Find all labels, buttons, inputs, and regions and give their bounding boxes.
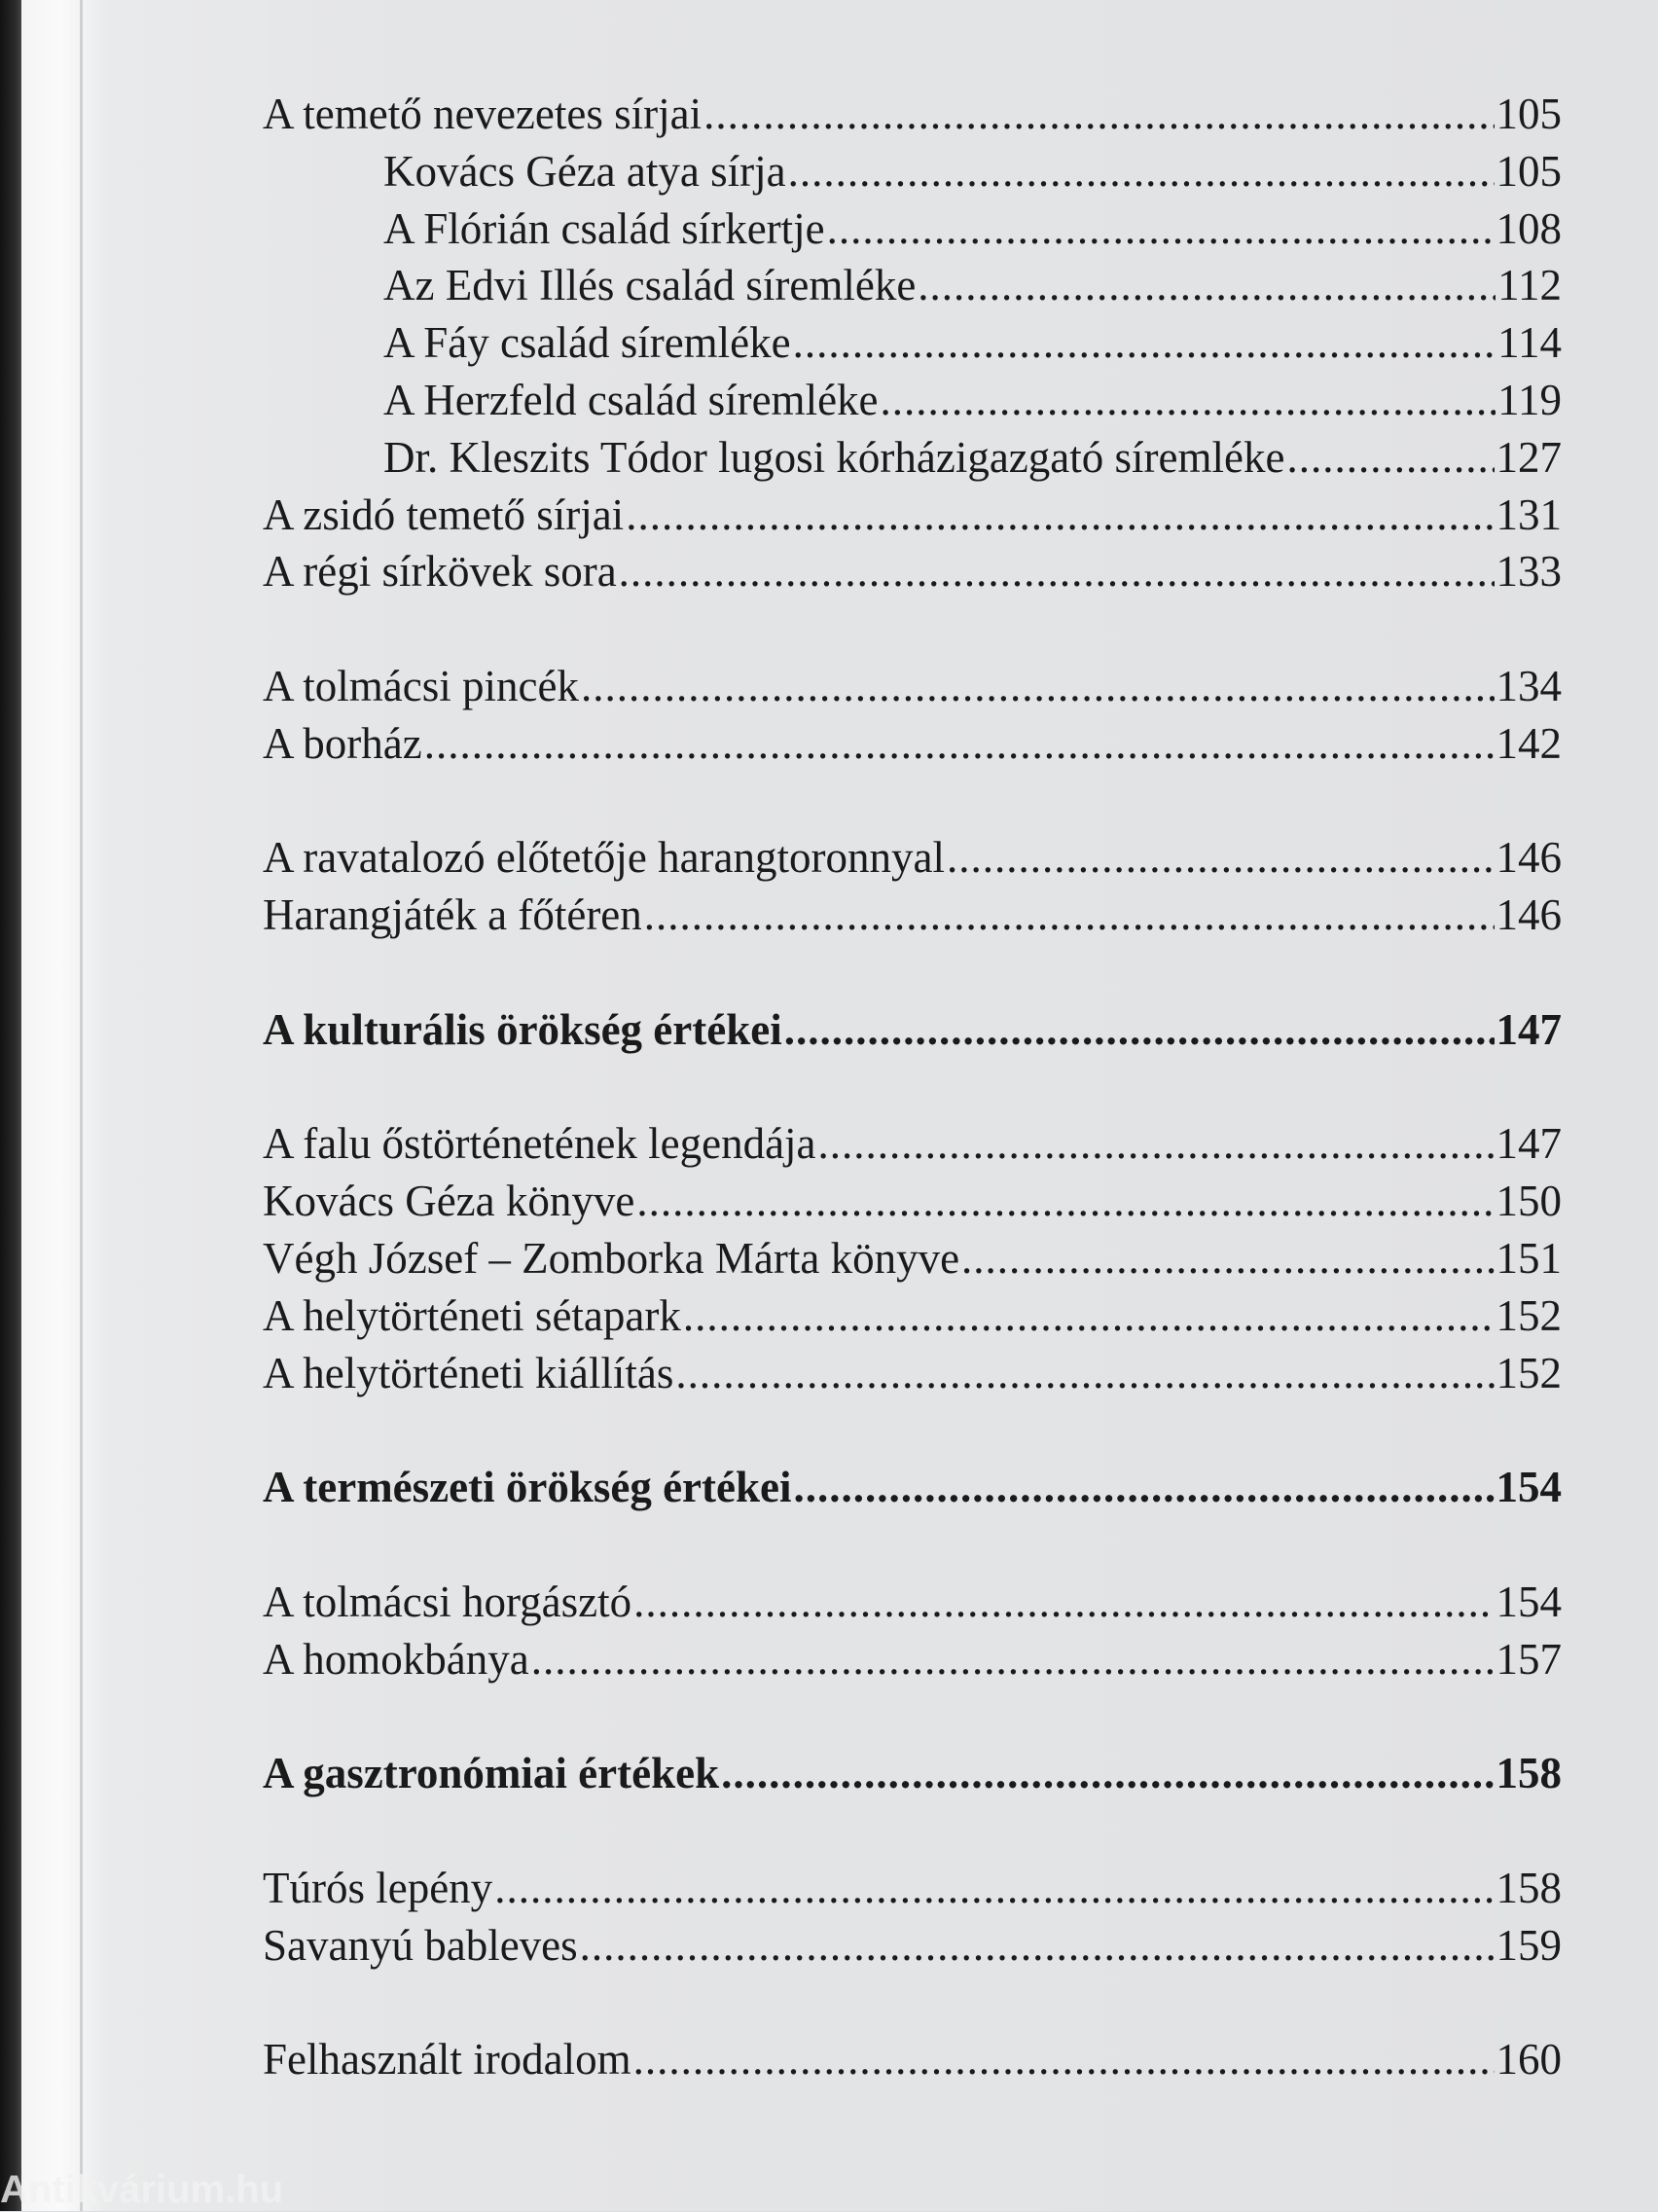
dot-leader [721, 1745, 1494, 1802]
dot-leader [531, 1631, 1495, 1688]
toc-subentry [263, 429, 1562, 487]
toc-entry-title: A tolmácsi pincék [263, 661, 579, 710]
toc-entry-title: Savanyú bableves [263, 1920, 578, 1970]
toc-entry [263, 1115, 1562, 1173]
dot-leader [494, 1860, 1494, 1917]
toc-entry [263, 887, 1562, 944]
watermark: Antikvárium.hu [0, 2168, 284, 2211]
dot-leader [580, 1917, 1495, 1975]
toc-entry [263, 715, 1562, 773]
section-gap [263, 1974, 1562, 2031]
toc-entry [263, 543, 1562, 600]
toc-entry-page: 158 [1496, 1749, 1562, 1798]
toc-entry-page: 154 [1496, 1463, 1562, 1512]
dot-leader [961, 1230, 1494, 1287]
toc-entry [263, 2031, 1562, 2088]
toc-entry-title: A kulturális örökség értékei [263, 1004, 782, 1054]
toc-section-heading [263, 1745, 1562, 1802]
toc-entry-title: A Herzfeld család síremléke [383, 375, 879, 424]
table-of-contents [263, 86, 1562, 2088]
toc-section-heading [263, 1001, 1562, 1059]
toc-entry [263, 86, 1562, 143]
toc-entry-title: A természeti örökség értékei [263, 1463, 792, 1512]
toc-entry-title: Túrós lepény [263, 1863, 493, 1912]
section-gap [263, 1516, 1562, 1574]
dot-leader [918, 257, 1496, 314]
toc-entry-page: 105 [1496, 146, 1562, 196]
toc-entry-page: 134 [1496, 661, 1562, 710]
dot-leader [818, 1115, 1495, 1173]
section-gap [263, 944, 1562, 1001]
toc-entry [263, 1917, 1562, 1975]
toc-section-heading [263, 1459, 1562, 1516]
toc-entry-page: 142 [1496, 718, 1562, 768]
toc-entry-title: Harangjáték a főtéren [263, 890, 642, 940]
dot-leader [881, 372, 1496, 429]
toc-entry-title: A Flórián család sírkertje [383, 203, 825, 253]
page-edge-line [80, 0, 83, 2211]
toc-entry-page: 150 [1496, 1177, 1562, 1226]
toc-entry [263, 1287, 1562, 1345]
toc-entry [263, 487, 1562, 544]
dot-leader [626, 487, 1494, 544]
section-gap [263, 1401, 1562, 1459]
toc-entry-title: A Fáy család síremléke [383, 318, 791, 368]
dot-leader [675, 1345, 1494, 1402]
toc-entry-title: A régi sírkövek sora [263, 547, 617, 597]
toc-entry-title: A homokbánya [263, 1634, 529, 1684]
dot-leader [947, 829, 1495, 887]
toc-entry-page: 114 [1497, 318, 1562, 368]
toc-entry-page: 133 [1496, 547, 1562, 597]
dot-leader [784, 1001, 1495, 1059]
toc-entry-title: Kovács Géza atya sírja [383, 146, 786, 196]
toc-subentry [263, 257, 1562, 314]
toc-entry [263, 1631, 1562, 1688]
section-gap [263, 1802, 1562, 1860]
toc-entry-title: A temető nevezetes sírjai [263, 90, 703, 138]
toc-entry-title: A gasztronómiai értékek [263, 1749, 720, 1798]
toc-entry [263, 829, 1562, 887]
toc-entry [263, 1574, 1562, 1631]
section-gap [263, 773, 1562, 830]
toc-entry [263, 658, 1562, 715]
dot-leader [619, 543, 1495, 600]
toc-entry-page: 131 [1496, 490, 1562, 539]
section-gap [263, 600, 1562, 658]
dot-leader [633, 2031, 1495, 2088]
dot-leader [794, 1459, 1495, 1516]
toc-entry-title: Kovács Géza könyve [263, 1177, 635, 1226]
toc-entry-page: 147 [1496, 1119, 1562, 1169]
toc-entry-page: 160 [1496, 2035, 1562, 2085]
toc-subentry [263, 200, 1562, 258]
toc-entry [263, 1173, 1562, 1230]
toc-entry-title: Végh József – Zomborka Márta könyve [263, 1233, 960, 1283]
dot-leader [793, 314, 1496, 372]
toc-entry-page: 146 [1496, 890, 1562, 940]
toc-entry [263, 1345, 1562, 1402]
toc-entry-page: 159 [1496, 1920, 1562, 1970]
toc-entry-title: A helytörténeti sétapark [263, 1290, 681, 1340]
dot-leader [788, 143, 1495, 200]
dot-leader [683, 1287, 1495, 1345]
toc-entry-title: A ravatalozó előtetője harangtoronnyal [263, 833, 945, 883]
toc-entry-page: 146 [1496, 833, 1562, 883]
toc-entry-page: 112 [1497, 261, 1562, 310]
toc-entry-page: 147 [1496, 1004, 1562, 1054]
toc-entry-page: 152 [1496, 1290, 1562, 1340]
toc-entry-page: 151 [1496, 1233, 1562, 1283]
toc-entry-title: Dr. Kleszits Tódor lugosi kórházigazgató síremléke [383, 432, 1285, 482]
toc-subentry [263, 314, 1562, 372]
toc-entry [263, 1860, 1562, 1917]
toc-subentry [263, 372, 1562, 429]
toc-entry-page: 127 [1496, 432, 1562, 482]
dot-leader [1286, 429, 1494, 487]
toc-entry-page: 154 [1496, 1577, 1562, 1626]
toc-subentry [263, 143, 1562, 200]
toc-entry-page: 119 [1497, 375, 1562, 424]
section-gap [263, 1687, 1562, 1745]
toc-entry-page: 157 [1496, 1634, 1562, 1684]
dot-leader [633, 1574, 1494, 1631]
toc-entry-title: A zsidó temető sírjai [263, 490, 625, 539]
dot-leader [827, 200, 1495, 258]
toc-entry-page: 108 [1496, 203, 1562, 253]
toc-entry-title: A helytörténeti kiállítás [263, 1348, 674, 1397]
dot-leader [581, 658, 1495, 715]
dot-leader [703, 86, 1494, 143]
toc-entry-title: Felhasznált irodalom [263, 2035, 631, 2085]
book-spine-shadow [0, 0, 21, 2211]
dot-leader [636, 1173, 1494, 1230]
dot-leader [424, 715, 1495, 773]
toc-entry-title: Az Edvi Illés család síremléke [383, 261, 917, 310]
toc-entry-page: 158 [1496, 1863, 1562, 1912]
section-gap [263, 1059, 1562, 1116]
toc-entry-title: A borház [263, 718, 422, 768]
toc-entry-title: A falu őstörténetének legendája [263, 1119, 816, 1169]
toc-entry [263, 1230, 1562, 1287]
toc-entry-title: A tolmácsi horgásztó [263, 1577, 632, 1626]
toc-entry-page: 152 [1496, 1348, 1562, 1397]
toc-entry-page: 105 [1496, 90, 1562, 138]
dot-leader [644, 887, 1495, 944]
